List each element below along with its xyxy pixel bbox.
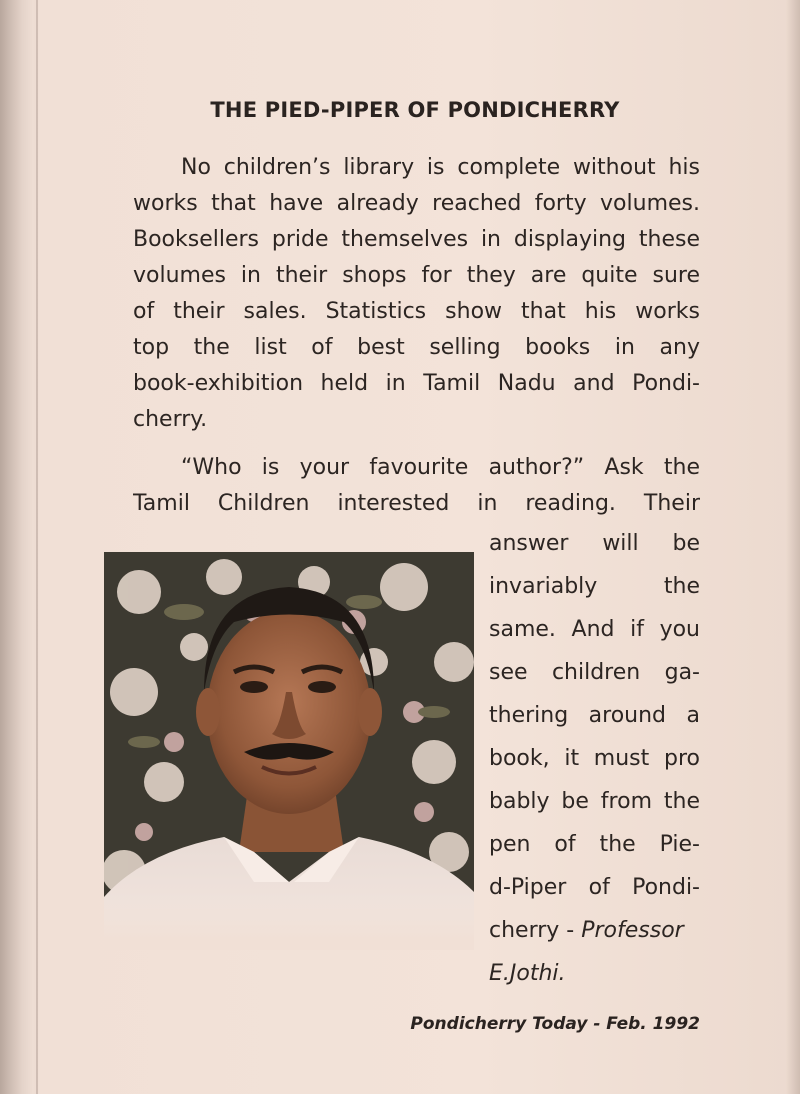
paragraph-line: cherry. bbox=[133, 407, 208, 432]
paragraph-line: No children’s library is complete without his bbox=[181, 155, 700, 180]
source-citation: Pondicherry Today - Feb. 1992 bbox=[410, 1014, 700, 1034]
paragraph-line: bably be from the bbox=[489, 789, 700, 814]
paragraph-2-wrapped bbox=[489, 522, 700, 995]
paragraph-2-top bbox=[133, 450, 700, 522]
book-spine bbox=[0, 0, 34, 1094]
paragraph-line: d-Piper of Pondi- bbox=[489, 875, 700, 900]
paragraph-line: top the list of best selling books in any bbox=[133, 335, 700, 360]
paragraph-line: invariably the bbox=[489, 574, 700, 599]
paragraph-line: of their sales. Statistics show that his works bbox=[133, 299, 700, 324]
paragraph-line: book-exhibition held in Tamil Nadu and Pondi- bbox=[133, 371, 700, 396]
paragraph-line-author bbox=[489, 952, 700, 995]
paragraph-line: Booksellers pride themselves in displaying these bbox=[133, 227, 700, 252]
paragraph-line-with-author bbox=[489, 909, 700, 952]
paragraph-line: works that have already reached forty volumes. bbox=[133, 191, 700, 216]
spine-crease bbox=[36, 0, 38, 1094]
article-title: THE PIED-PIPER OF PONDICHERRY bbox=[210, 98, 620, 122]
paragraph-line: answer will be bbox=[489, 531, 700, 556]
paragraph-line: pen of the Pie- bbox=[489, 832, 700, 857]
paragraph-line: “Who is your favourite author?” Ask the bbox=[181, 455, 700, 480]
paragraph-line: book, it must pro bbox=[489, 746, 700, 771]
paragraph-line: thering around a bbox=[489, 703, 700, 728]
paragraph-line: see children ga- bbox=[489, 660, 700, 685]
paragraph-line-text: cherry - bbox=[489, 918, 582, 943]
author-photo bbox=[104, 552, 474, 947]
photo-fade bbox=[104, 900, 474, 950]
paragraph-line: same. And if you bbox=[489, 617, 700, 642]
paragraph-1 bbox=[133, 150, 700, 438]
author-name-part1: Professor bbox=[581, 918, 684, 943]
author-name-part2: E.Jothi. bbox=[489, 961, 566, 986]
paragraph-line: Tamil Children interested in reading. Their bbox=[133, 491, 700, 516]
cover-right-edge bbox=[786, 0, 800, 1094]
paragraph-line: volumes in their shops for they are quite sure bbox=[133, 263, 700, 288]
author-portrait-image bbox=[104, 552, 474, 947]
